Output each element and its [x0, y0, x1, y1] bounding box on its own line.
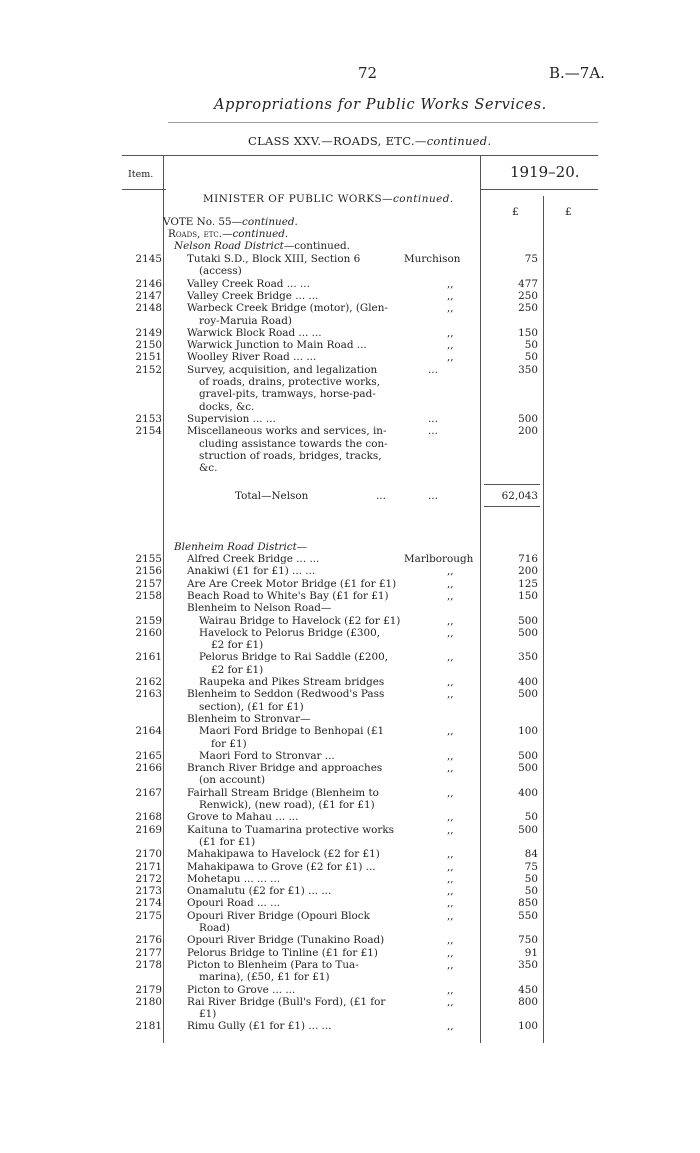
- item-description: Branch River Bridge and approaches: [187, 762, 383, 775]
- locality: ,,: [447, 946, 454, 959]
- amount: 400: [518, 676, 538, 688]
- item-number: 2148: [135, 302, 162, 315]
- locality: ,,: [447, 1020, 454, 1033]
- amount: 350: [518, 651, 538, 664]
- amount: 400: [518, 786, 538, 799]
- total-leader: ...: [376, 490, 386, 502]
- year-column-header: 1919–20.: [510, 163, 580, 181]
- item-header-rule: [122, 189, 166, 190]
- item-description: Opouri River Bridge (Tunakino Road): [187, 934, 385, 947]
- item-number: 2170: [135, 848, 162, 861]
- document-code: B.—7A.: [549, 64, 605, 82]
- item-number: 2161: [135, 651, 162, 664]
- item-description: for £1): [211, 737, 247, 750]
- locality: ...: [428, 425, 438, 438]
- title-rule: [168, 122, 598, 123]
- locality: ,,: [447, 289, 454, 302]
- second-amount-column-rule: [543, 196, 544, 1043]
- item-description: Renwick), (new road), (£1 for £1): [199, 799, 375, 811]
- item-description: Mohetapu ... ... ...: [187, 872, 281, 885]
- item-number: 2177: [135, 946, 162, 959]
- vote-heading: VOTE No. 55—continued.: [163, 216, 298, 228]
- item-description: marina), (£50, £1 for £1): [199, 971, 330, 984]
- item-number: 2159: [135, 614, 162, 627]
- currency-symbol: £: [565, 206, 572, 218]
- locality: ,,: [447, 995, 454, 1008]
- item-description: Rai River Bridge (Bull's Ford), (£1 for: [187, 995, 386, 1008]
- locality: ,,: [447, 339, 454, 352]
- locality: ,,: [447, 577, 454, 590]
- item-number: 2149: [135, 326, 162, 339]
- locality: ,,: [447, 565, 454, 578]
- locality: ,,: [447, 725, 454, 738]
- item-description: Onamalutu (£2 for £1) ... ...: [187, 885, 332, 898]
- amount: 350: [518, 958, 538, 971]
- item-description: Pelorus Bridge to Rai Saddle (£200,: [199, 651, 389, 664]
- item-description: Rimu Gully (£1 for £1) ... ...: [187, 1020, 332, 1033]
- locality: Murchison: [404, 253, 461, 265]
- item-number: 2147: [135, 289, 162, 302]
- item-description: Woolley River Road ... ...: [187, 351, 317, 364]
- item-description: Valley Creek Road ... ...: [187, 277, 310, 290]
- total-leader: ...: [428, 490, 438, 502]
- item-number: 2164: [135, 725, 162, 738]
- item-number: 2176: [135, 934, 162, 947]
- item-number: 2156: [135, 565, 162, 578]
- locality: ,,: [447, 614, 454, 627]
- item-number: 2178: [135, 958, 162, 971]
- amount: 550: [518, 909, 538, 922]
- total-upper-rule: [484, 484, 540, 485]
- item-number: 2157: [135, 577, 162, 590]
- locality: ,,: [447, 909, 454, 922]
- amount: 750: [518, 934, 538, 947]
- item-description: gravel-pits, tramways, horse-pad-: [199, 388, 376, 401]
- amount: 500: [518, 626, 538, 639]
- amount: 500: [518, 412, 538, 425]
- locality: ...: [428, 363, 438, 376]
- item-description: Maori Ford to Stronvar ...: [199, 749, 335, 762]
- item-description: £2 for £1): [211, 639, 264, 652]
- district-heading: Blenheim Road District—: [174, 541, 308, 553]
- amount: 500: [518, 749, 538, 762]
- locality: ,,: [447, 277, 454, 290]
- amount: 500: [518, 688, 538, 701]
- amount: 50: [524, 351, 538, 364]
- item-description: Alfred Creek Bridge ... ...: [187, 553, 320, 565]
- locality: ,,: [447, 872, 454, 885]
- item-description: (on account): [199, 774, 266, 787]
- amount: 850: [518, 897, 538, 910]
- locality: ,,: [447, 688, 454, 701]
- item-number: 2145: [135, 253, 162, 265]
- item-description: roy-Maruia Road): [199, 314, 292, 327]
- amount: 75: [524, 253, 538, 265]
- item-description: Supervision ... ...: [187, 412, 276, 425]
- amount: 50: [524, 872, 538, 885]
- item-description: Road): [199, 922, 230, 934]
- amount: 500: [518, 614, 538, 627]
- amount: 50: [524, 811, 538, 824]
- total-lower-rule: [484, 506, 540, 507]
- item-description: Are Are Creek Motor Bridge (£1 for £1): [187, 577, 397, 590]
- year-header-rule: [481, 189, 598, 190]
- amount: 500: [518, 823, 538, 836]
- item-number: 2151: [135, 351, 162, 364]
- item-description: Picton to Grove ... ...: [187, 983, 296, 996]
- item-description: Opouri River Bridge (Opouri Block: [187, 909, 370, 922]
- locality: ,,: [447, 860, 454, 873]
- item-description: £2 for £1): [211, 663, 264, 676]
- page-title: Appropriations for Public Works Services.: [214, 97, 547, 113]
- item-description: Warwick Junction to Main Road ...: [187, 339, 367, 352]
- locality: ,,: [447, 958, 454, 971]
- item-number: 2167: [135, 786, 162, 799]
- item-number: 2166: [135, 762, 162, 775]
- item-description: Blenheim to Seddon (Redwood's Pass: [187, 688, 385, 701]
- amount: 100: [518, 1020, 538, 1033]
- item-description: Survey, acquisition, and legalization: [187, 363, 378, 376]
- page-number: 72: [358, 64, 378, 82]
- amount: 200: [518, 425, 538, 438]
- district-heading: Nelson Road District—continued.: [174, 240, 350, 252]
- table-top-rule: [122, 155, 598, 156]
- item-number: 2154: [135, 425, 162, 438]
- item-number: 2153: [135, 412, 162, 425]
- locality: ,,: [447, 897, 454, 910]
- item-number: 2160: [135, 626, 162, 639]
- locality: ,,: [447, 749, 454, 762]
- locality: ,,: [447, 676, 454, 688]
- locality: ,,: [447, 626, 454, 639]
- locality: ,,: [447, 885, 454, 898]
- locality: ,,: [447, 848, 454, 861]
- class-heading: CLASS XXV.—ROADS, ETC.—continued.: [248, 134, 492, 148]
- item-number: 2174: [135, 897, 162, 910]
- locality: ,,: [447, 811, 454, 824]
- item-description: Blenheim to Stronvar—: [187, 712, 311, 725]
- item-description: (£1 for £1): [199, 835, 256, 848]
- item-description: struction of roads, bridges, tracks,: [199, 449, 382, 462]
- item-description: Mahakipawa to Grove (£2 for £1) ...: [187, 860, 376, 873]
- item-description: Pelorus Bridge to Tinline (£1 for £1): [187, 946, 378, 959]
- item-description: Warbeck Creek Bridge (motor), (Glen-: [187, 302, 388, 315]
- item-number: 2179: [135, 983, 162, 996]
- item-description: Raupeka and Pikes Stream bridges: [199, 676, 385, 688]
- currency-symbol: £: [512, 206, 519, 218]
- locality: ,,: [447, 589, 454, 602]
- item-description: Wairau Bridge to Havelock (£2 for £1): [199, 614, 401, 627]
- item-number: 2181: [135, 1020, 162, 1033]
- item-description: Anakiwi (£1 for £1) ... ...: [187, 565, 316, 578]
- item-number: 2152: [135, 363, 162, 376]
- item-number: 2168: [135, 811, 162, 824]
- amount: 500: [518, 762, 538, 775]
- locality: ,,: [447, 934, 454, 947]
- item-number: 2150: [135, 339, 162, 352]
- ministry-heading: MINISTER OF PUBLIC WORKS—continued.: [203, 193, 454, 205]
- amount: 50: [524, 339, 538, 352]
- item-description: Miscellaneous works and services, in-: [187, 425, 387, 438]
- item-number: 2169: [135, 823, 162, 836]
- amount: 150: [518, 589, 538, 602]
- amount: 75: [524, 860, 538, 873]
- item-column-rule: [163, 155, 164, 1043]
- item-number: 2165: [135, 749, 162, 762]
- amount: 800: [518, 995, 538, 1008]
- item-description: Maori Ford Bridge to Benhopai (£1: [199, 725, 385, 738]
- locality: ,,: [447, 983, 454, 996]
- item-number: 2155: [135, 553, 162, 565]
- item-description: Havelock to Pelorus Bridge (£300,: [199, 626, 381, 639]
- item-description: Mahakipawa to Havelock (£2 for £1): [187, 848, 380, 861]
- locality: ,,: [447, 762, 454, 775]
- amount: 100: [518, 725, 538, 738]
- item-number: 2180: [135, 995, 162, 1008]
- item-description: Fairhall Stream Bridge (Blenheim to: [187, 786, 379, 799]
- item-number: 2162: [135, 676, 162, 688]
- item-number: 2146: [135, 277, 162, 290]
- amount-column-rule: [480, 155, 481, 1043]
- locality: ,,: [447, 351, 454, 364]
- item-description: £1): [199, 1008, 217, 1021]
- item-description: Blenheim to Nelson Road—: [187, 602, 332, 615]
- item-description: cluding assistance towards the con-: [199, 437, 388, 450]
- item-number: 2173: [135, 885, 162, 898]
- amount: 84: [524, 848, 538, 861]
- item-description: section), (£1 for £1): [199, 700, 304, 713]
- item-description: of roads, drains, protective works,: [199, 376, 381, 388]
- amount: 150: [518, 326, 538, 339]
- item-description: Picton to Blenheim (Para to Tua-: [187, 958, 359, 971]
- amount: 91: [524, 946, 538, 959]
- locality: ,,: [447, 326, 454, 339]
- locality: ...: [428, 412, 438, 425]
- locality: ,,: [447, 786, 454, 799]
- item-column-header: Item.: [128, 169, 154, 180]
- item-description: (access): [199, 265, 242, 278]
- item-number: 2172: [135, 872, 162, 885]
- item-description: Warwick Block Road ... ...: [187, 326, 322, 339]
- item-number: 2158: [135, 589, 162, 602]
- amount: 200: [518, 565, 538, 578]
- roads-heading: Roads, etc.—continued.: [168, 228, 289, 240]
- item-number: 2175: [135, 909, 162, 922]
- item-number: 2171: [135, 860, 162, 873]
- amount: 125: [518, 577, 538, 590]
- locality: Marlborough: [404, 553, 474, 565]
- amount: 477: [518, 277, 538, 290]
- item-description: &c.: [199, 462, 218, 475]
- locality: ,,: [447, 302, 454, 315]
- item-number: 2163: [135, 688, 162, 701]
- item-description: Beach Road to White's Bay (£1 for £1): [187, 589, 389, 602]
- locality: ,,: [447, 651, 454, 664]
- amount: 716: [518, 553, 538, 565]
- amount: 50: [524, 885, 538, 898]
- amount: 350: [518, 363, 538, 376]
- locality: ,,: [447, 823, 454, 836]
- item-description: Valley Creek Bridge ... ...: [187, 289, 319, 302]
- amount: 250: [518, 289, 538, 302]
- item-description: Grove to Mahau ... ...: [187, 811, 299, 824]
- amount: 250: [518, 302, 538, 315]
- item-description: Tutaki S.D., Block XIII, Section 6: [187, 253, 361, 265]
- item-description: docks, &c.: [199, 400, 255, 413]
- item-description: Kaituna to Tuamarina protective works: [187, 823, 395, 836]
- total-label: Total—Nelson: [235, 490, 309, 502]
- amount: 450: [518, 983, 538, 996]
- total-amount: 62,043: [501, 490, 538, 502]
- item-description: Opouri Road ... ...: [187, 897, 281, 910]
